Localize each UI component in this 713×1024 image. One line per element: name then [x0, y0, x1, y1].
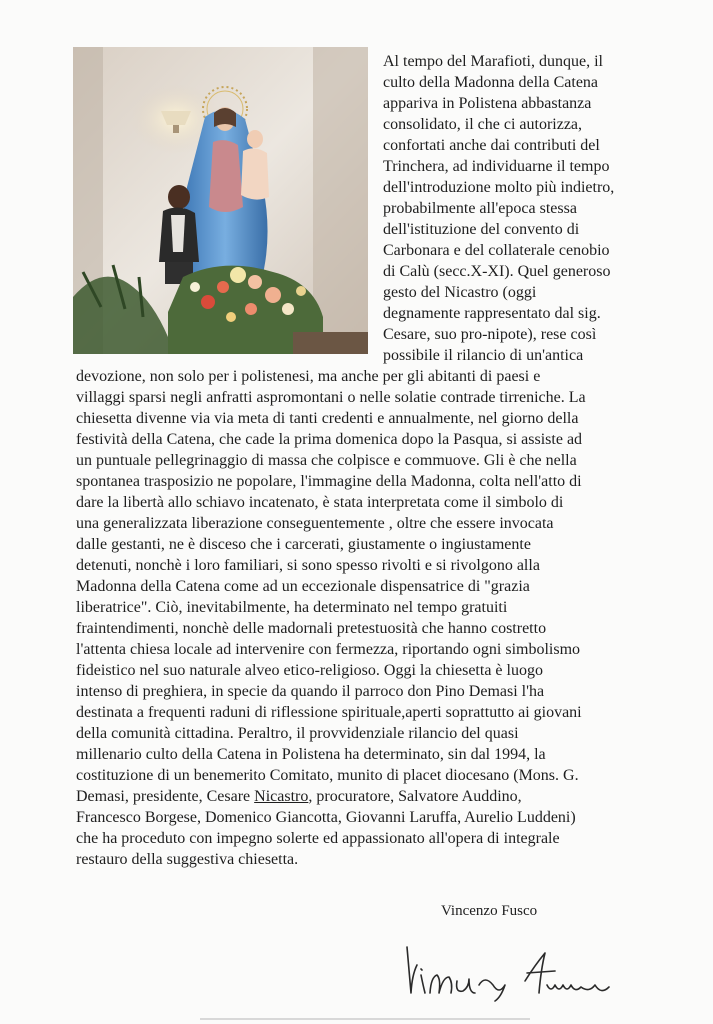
text-line: millenario culto della Catena in Polistena ha determinato, sin dal 1994, la: [76, 746, 546, 763]
madonna-photo: [73, 47, 368, 354]
text-line: Madonna della Catena come ad un eccezionale dispensatrice di "grazia: [76, 578, 530, 595]
underlined-name: Nicastro: [254, 788, 309, 805]
text-line: destinata a frequenti raduni di riflessione spirituale,aperti soprattutto ai giovani: [76, 704, 582, 721]
text-line: Trinchera, ad individuarne il tempo: [383, 158, 610, 175]
text-line: possibile il rilancio di un'antica: [383, 347, 584, 364]
text-line: spontanea trasposizio ne popolare, l'immagine della Madonna, colta nell'atto di: [76, 473, 582, 490]
text-line: dell'istituzione del convento di: [383, 221, 580, 238]
text-line: probabilmente all'epoca stessa: [383, 200, 577, 217]
text-line: [76, 788, 522, 806]
text-line: un puntuale pellegrinaggio di massa che colpisce e commuove. Gli è che nella: [76, 452, 577, 469]
text-line: di Calù (secc.X-XI). Quel generoso: [383, 263, 611, 280]
text-line: che ha proceduto con impegno solerte ed appassionato all'opera di integrale: [76, 830, 560, 847]
handwritten-signature: [395, 935, 635, 1005]
text-line: degnamente rappresentato dal sig.: [383, 305, 601, 322]
text-line: devozione, non solo per i polistenesi, ma anche per gli abitanti di paesi e: [76, 368, 541, 385]
text-line: Al tempo del Marafioti, dunque, il: [383, 53, 603, 70]
text-run: , procuratore, Salvatore Auddino,: [308, 788, 522, 805]
text-line: costituzione di un benemerito Comitato, munito di placet diocesano (Mons. G.: [76, 767, 579, 784]
text-line: intenso di preghiera, in specie da quando il parroco don Pino Demasi l'ha: [76, 683, 545, 700]
text-line: fideistico nel suo naturale alveo etico-religioso. Oggi la chiesetta è luogo: [76, 662, 543, 679]
signature-icon: [395, 935, 635, 1005]
text-line: dalle gestanti, ne è disceso che i carcerati, giustamente o ingiustamente: [76, 536, 531, 553]
text-line: restauro della suggestiva chiesetta.: [76, 851, 299, 868]
text-line: liberatrice". Ciò, inevitabilmente, ha determinato nel tempo gratuiti: [76, 599, 508, 616]
text-line: una generalizzata liberazione conseguentemente , oltre che essere invocata: [76, 515, 554, 532]
text-line: festività della Catena, che cade la prima domenica dopo la Pasqua, si assiste ad: [76, 431, 583, 448]
text-line: della comunità cittadina. Peraltro, il provvidenziale rilancio del quasi: [76, 725, 519, 742]
text-line: villaggi sparsi negli anfratti aspromontani o nelle solatie contrade tirreniche. La: [76, 389, 586, 406]
madonna-statue-icon: [73, 47, 368, 354]
text-line: fraintendimenti, nonchè delle madornali pretestuosità che hanno costretto: [76, 620, 547, 637]
text-run: Demasi, presidente, Cesare: [76, 788, 255, 805]
text-line: l'attenta chiesa locale ad intervenire con fermezza, riportando ogni simbolismo: [76, 641, 581, 658]
text-line: chiesetta divenne via via meta di tanti credenti e annualmente, nel giorno della: [76, 410, 579, 427]
text-line: Francesco Borgese, Domenico Giancotta, Giovanni Laruffa, Aurelio Luddeni): [76, 809, 576, 826]
text-line: confortati anche dai contributi del: [383, 137, 600, 154]
text-line: appariva in Polistena abbastanza: [383, 95, 592, 112]
text-line: detenuti, nonchè i loro familiari, si sono spesso rivolti e si rivolgono alla: [76, 557, 540, 574]
text-line: dare la libertà allo schiavo incatenato, è stata interpretata come il simbolo di: [76, 494, 564, 511]
text-line: gesto del Nicastro (oggi: [383, 284, 537, 301]
text-line: culto della Madonna della Catena: [383, 74, 599, 91]
text-line: Carbonara e del collaterale cenobio: [383, 242, 610, 259]
text-line: consolidato, il che ci autorizza,: [383, 116, 583, 133]
text-line: dell'introduzione molto più indietro,: [383, 179, 615, 196]
author-name: Vincenzo Fusco: [441, 903, 538, 919]
text-line: Cesare, suo pro-nipote), rese così: [383, 326, 597, 343]
scan-edge-line: [200, 1018, 530, 1020]
